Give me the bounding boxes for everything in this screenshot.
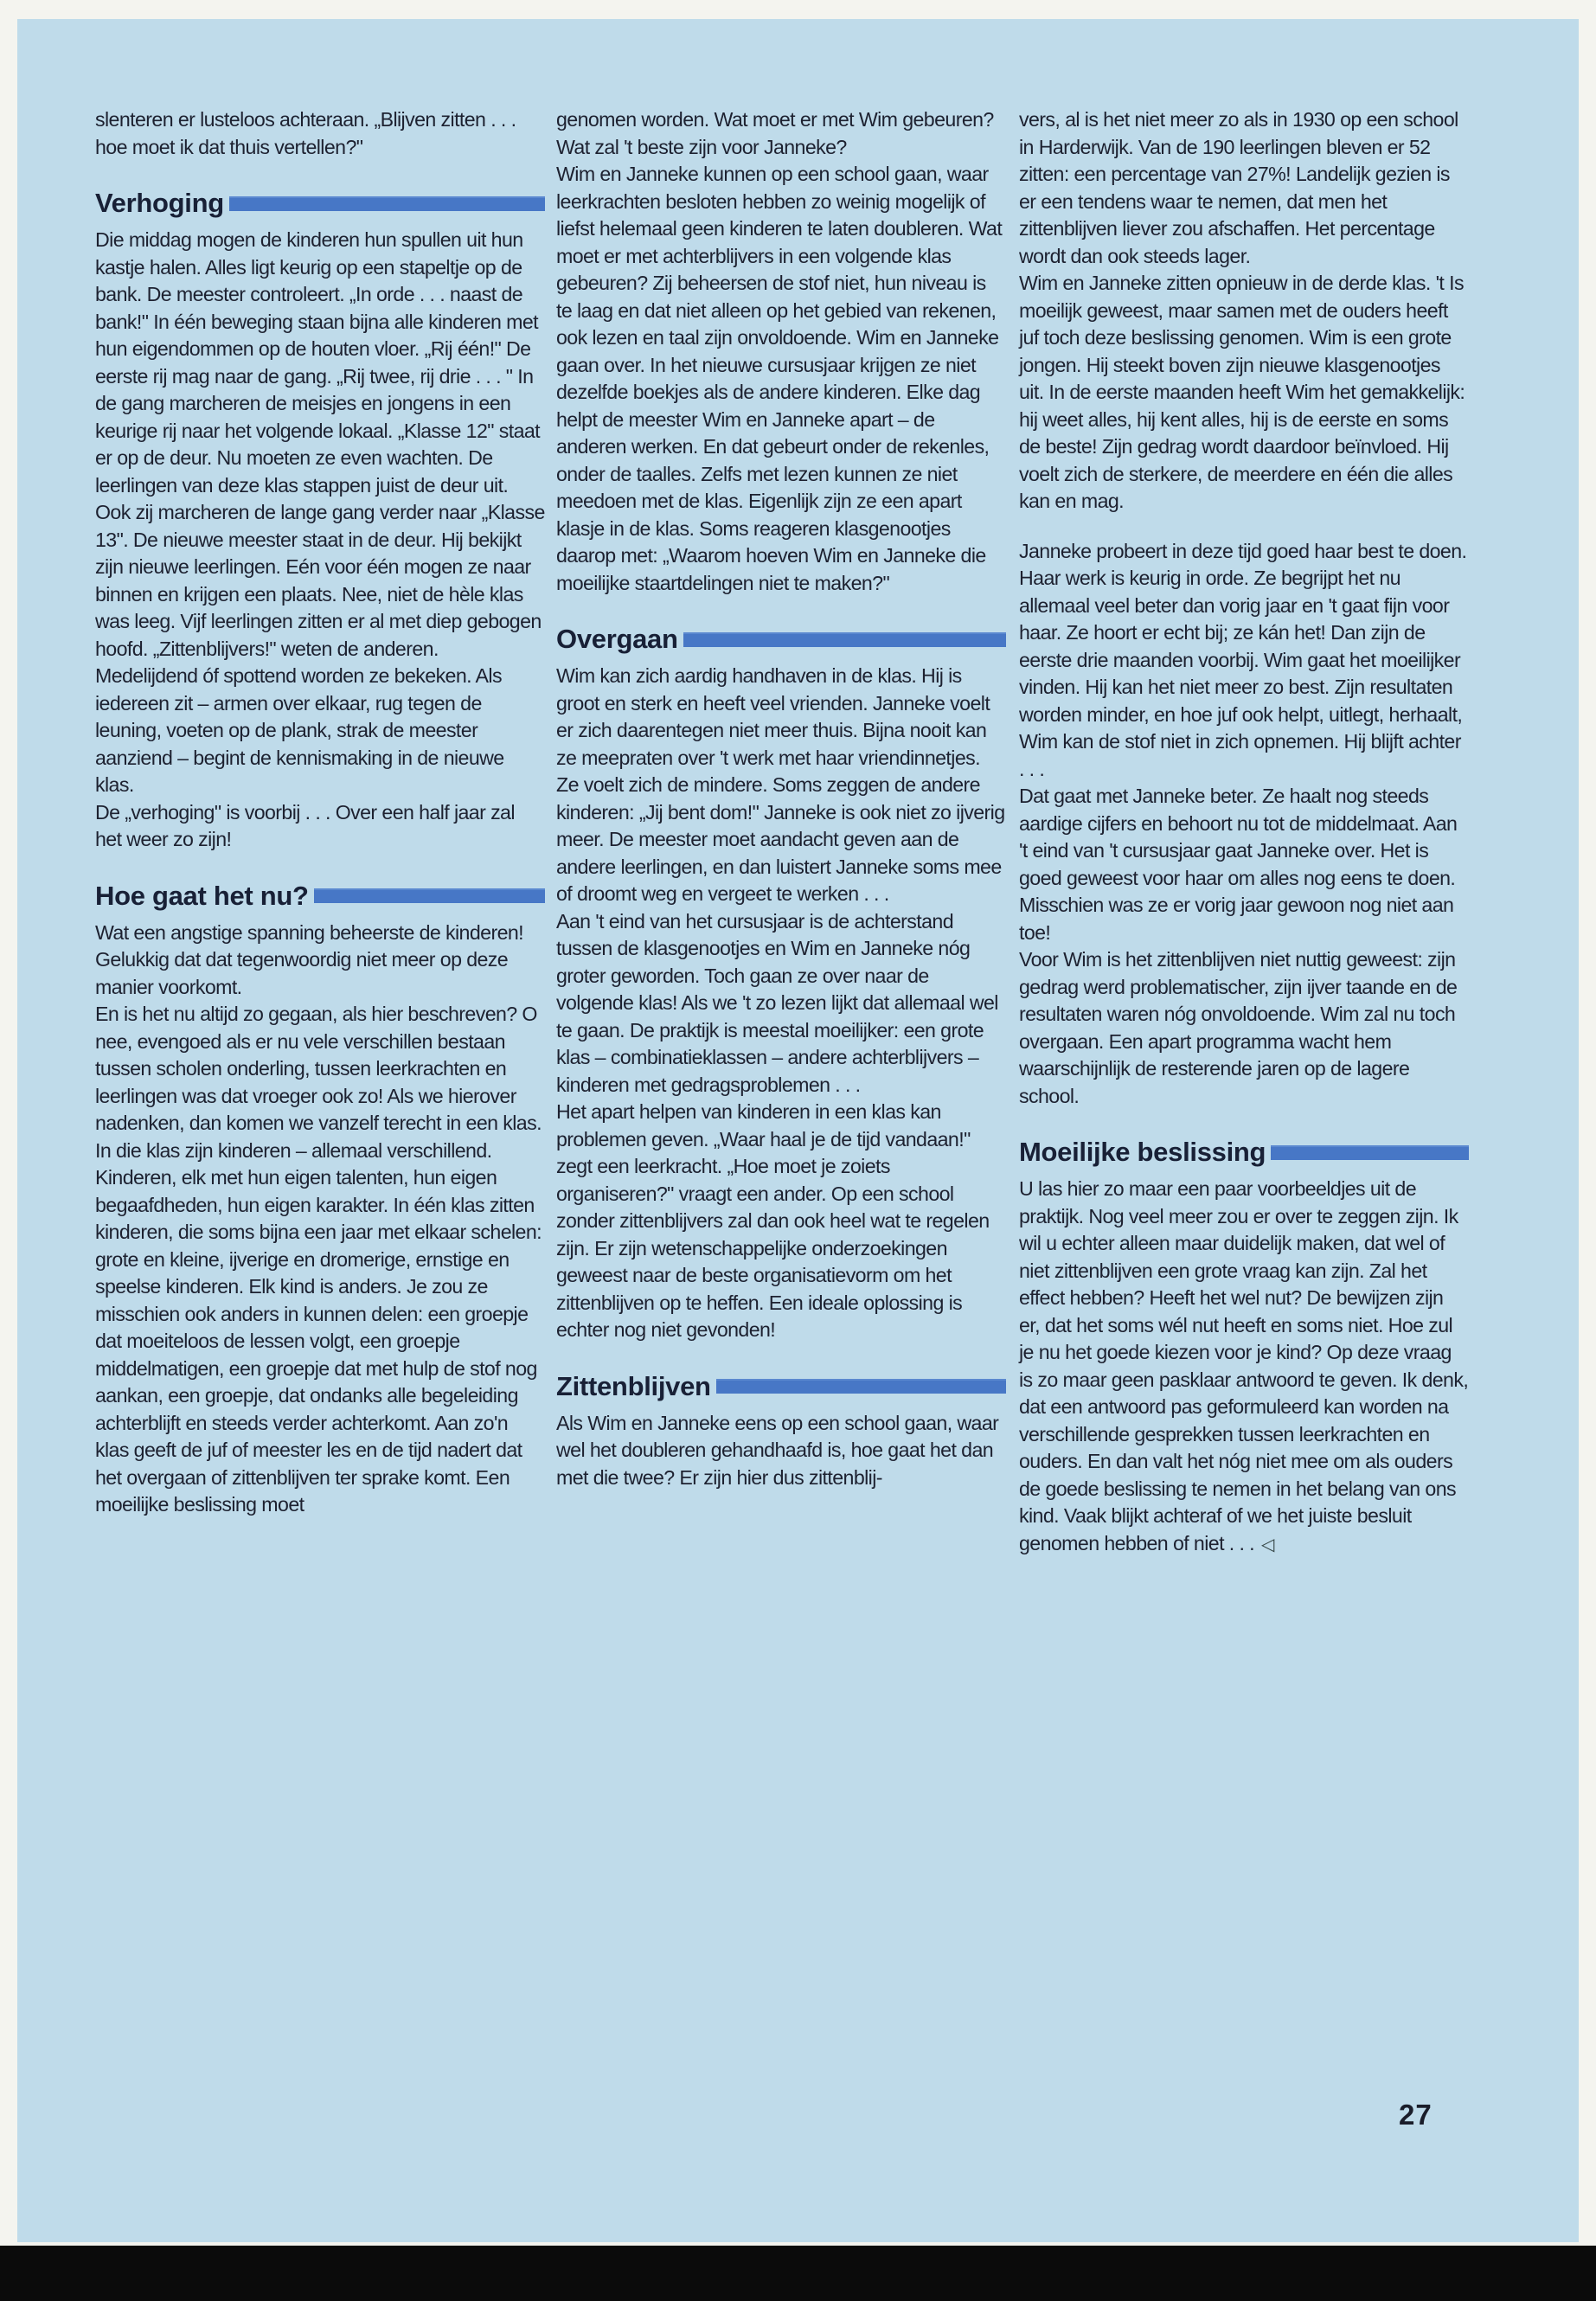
paragraph: Het apart helpen van kinderen in een klas kan problemen geven. „Waar haal je de tijd vandaan!" zegt een leerkracht. „Hoe moet je zoiets organiseren?" vraagt een ander. Op een school zonder zittenblijvers zal dan ook heel wat te regelen zijn. Er zijn wetenschappelijke onderzoekingen geweest naar de beste organisatievorm om het zittenblijven op te heffen. Een ideale oplossing is echter nog niet gevonden!: [556, 1100, 990, 1341]
scan-border: [0, 2246, 1596, 2301]
column-2: [556, 106, 1006, 1491]
heading-text: Hoe gaat het nu?: [95, 880, 309, 911]
heading-text: Moeilijke beslissing: [1019, 1137, 1266, 1167]
paragraph: Janneke probeert in deze tijd goed haar best te doen. Haar werk is keurig in orde. Ze begrijpt het nu allemaal veel beter dan vorig jaar en 't gaat fijn voor haar. Ze hoort er echt bij; ze kán het! Dan zijn de eerste drie maanden voorbij. Wim gaat het moeilijker vinden. Hij kan het niet meer zo best. Zijn resultaten worden minder, en hoe juf ook helpt, uitlegt, herhaalt, Wim kan de stof niet in zich opnemen. Hij blijft achter . . .: [1019, 539, 1467, 780]
paragraph: slenteren er lusteloos achteraan. „Blijven zitten . . . hoe moet ik dat thuis vertellen?": [95, 108, 516, 158]
heading-zittenblijven: [556, 1370, 1006, 1403]
heading-text: Zittenblijven: [556, 1370, 711, 1401]
paragraph: Wim kan zich aardig handhaven in de klas. Hij is groot en sterk en heeft veel vrienden. Janneke voelt er zich daarentegen niet meer thuis. Bijna nooit kan ze meepraten over 't werk met haar vriendinnetjes. Ze voelt zich de mindere. Soms zeggen de andere kinderen: „Jij bent dom!" Janneke is ook niet zo ijverig meer. De meester moet aandacht geven aan de andere leerlingen, en dan luistert Janneke soms mee of droomt weg en vergeet te werken . . .: [556, 664, 1005, 905]
paragraph: Aan 't eind van het cursusjaar is de achterstand tussen de klasgenootjes en Wim en Janneke nóg groter geworden. Toch gaan ze over naar de volgende klas! Als we 't zo lezen lijkt dat allemaal wel te gaan. De praktijk is meestal moeilijker: een grote klas – combinatieklassen – andere achterblijvers – kinderen met gedragsproblemen . . .: [556, 909, 998, 1096]
paragraph: Wat een angstige spanning beheerste de kinderen! Gelukkig dat dat tegenwoordig niet meer op deze manier voorkomt.: [95, 920, 524, 998]
heading-bar: [683, 632, 1006, 647]
paragraph: vers, al is het niet meer zo als in 1930 op een school in Harderwijk. Van de 190 leerlingen bleven er 52 zitten: een percentage van 27%! Landelijk gezien is er een tendens waar te nemen, dat men het zittenblijven liever zou afschaffen. Het percentage wordt dan ook steeds lager.: [1019, 108, 1458, 267]
paragraph: Wim en Janneke kunnen op een school gaan, waar leerkrachten besloten hebben zo weinig mogelijk of liefst helemaal geen kinderen te laten doubleren. Wat moet er met achterblijvers in een volgende klas gebeuren? Zij beheersen de stof niet, hun niveau is te laag en dat niet alleen op het gebied van rekenen, ook lezen en taal zijn onvoldoende. Wim en Janneke gaan over. In het nieuwe cursusjaar krijgen ze niet dezelfde boekjes als de andere kinderen. Elke dag helpt de meester Wim en Janneke apart – de anderen werken. En dat gebeurt onder de rekenles, onder de taalles. Zelfs met lezen kunnen ze niet meedoen met de klas. Eigenlijk zijn ze een apart klasje in de klas. Soms reageren klasgenootjes daarop met: „Waarom hoeven Wim en Janneke die moeilijke staartdelingen niet te maken?": [556, 163, 1003, 594]
heading-text: Overgaan: [556, 624, 678, 654]
heading-hoe-gaat-het-nu: [95, 880, 545, 913]
paragraph: Als Wim en Janneke eens op een school gaan, waar wel het doubleren gehandhaafd is, hoe gaat het dan met die twee? Er zijn hier dus zittenblij-: [556, 1411, 999, 1489]
end-of-article-icon: ◁: [1260, 1535, 1274, 1554]
heading-moeilijke-beslissing: [1019, 1136, 1469, 1169]
heading-bar: [314, 888, 545, 903]
heading-bar: [229, 196, 545, 211]
heading-bar: [1271, 1145, 1469, 1160]
column-3: [1019, 106, 1469, 1559]
paragraph: Voor Wim is het zittenblijven niet nuttig geweest: zijn gedrag werd problematischer, zijn ijver taande en de resultaten waren nóg onvoldoende. Wim zal nu toch overgaan. Een apart programma wacht hem waarschijnlijk de resterende jaren op de lagere school.: [1019, 948, 1458, 1107]
heading-overgaan: [556, 623, 1006, 656]
heading-bar: [716, 1379, 1006, 1394]
paragraph-text: U las hier zo maar een paar voorbeeldjes uit de praktijk. Nog veel meer zou er over te zeggen zijn. Ik wil u echter alleen maar duidelijk maken, dat wel of niet zittenblijven een grote vraag kan zijn. Zal het effect hebben? Heeft het wel nut? De bewijzen zijn er, dat het soms wél nut heeft en soms niet. Hoe zul je nu het goede kiezen voor je kind? Op deze vraag is zo maar geen pasklaar antwoord te geven. Ik denk, dat een antwoord pas geformuleerd kan worden na verschillende gesprekken tussen leerkrachten en ouders. En dan valt het nóg niet mee om als ouders de goede beslissing te nemen in het belang van ons kind. Vaak blijkt achteraf of we het juiste besluit genomen hebben of niet . . .: [1019, 1177, 1469, 1554]
paragraph: De „verhoging" is voorbij . . . Over een half jaar zal het weer zo zijn!: [95, 800, 515, 850]
paragraph: Dat gaat met Janneke beter. Ze haalt nog steeds aardige cijfers en behoort nu tot de middelmaat. Aan 't eind van 't cursusjaar gaat Janneke over. Het is goed geweest voor haar om alles nog eens te doen. Misschien was ze er vorig jaar gewoon nog niet aan toe!: [1019, 785, 1458, 944]
paragraph: Wim en Janneke zitten opnieuw in de derde klas. 't Is moeilijk geweest, maar samen met de ouders heeft juf toch deze beslissing genomen. Wim is een grote jongen. Hij steekt boven zijn nieuwe klasgenootjes uit. In de eerste maanden heeft Wim het gemakkelijk: hij weet alles, hij kent alles, hij is de eerste en soms de beste! Zijn gedrag wordt daardoor beïnvloed. Hij voelt zich de sterkere, de meerdere en één die alles kan en mag.: [1019, 272, 1465, 512]
paragraph: genomen worden. Wat moet er met Wim gebeuren? Wat zal 't beste zijn voor Janneke?: [556, 108, 994, 158]
heading-verhoging: [95, 187, 545, 220]
page-number: 27: [1399, 2099, 1433, 2131]
paragraph: [1019, 1176, 1469, 1559]
heading-text: Verhoging: [95, 188, 224, 218]
column-1: [95, 106, 545, 1519]
paragraph: Die middag mogen de kinderen hun spullen uit hun kastje halen. Alles ligt keurig op een stapeltje op de bank. De meester controleert. „In orde . . . naast de bank!" In één beweging staan bijna alle kinderen met hun eigendommen op de houten vloer. „Rij één!" De eerste rij mag naar de gang. „Rij twee, rij drie . . . " In de gang marcheren de meisjes en jongens in een keurige rij naar het volgende lokaal. „Klasse 12" staat er op de deur. Nu moeten ze even wachten. De leerlingen van deze klas stappen juist de deur uit. Ook zij marcheren de lange gang verder naar „Klasse 13". De nieuwe meester staat in de deur. Hij bekijkt zijn nieuwe leerlingen. Eén voor één mogen ze naar binnen en krijgen een plaats. Nee, niet de hèle klas was leeg. Vijf leerlingen zitten er al met diep gebogen hoofd. „Zittenblijvers!" weten de anderen. Medelijdend óf spottend worden ze bekeken. Als iedereen zit – armen over elkaar, rug tegen de leuning, voeten op de plank, strak de meester aanziend – begint de kennismaking in de nieuwe klas.: [95, 228, 545, 796]
paragraph: En is het nu altijd zo gegaan, als hier beschreven? O nee, evengoed als er nu vele verschillen bestaan tussen scholen onderling, tussen leerkrachten en leerlingen was dat vroeger ook zo! Als we hierover nadenken, dan komen we vanzelf terecht in een klas. In die klas zijn kinderen – allemaal verschillend. Kinderen, elk met hun eigen talenten, hun eigen begaafdheden, hun eigen karakter. In één klas zitten kinderen, die soms bijna een jaar met elkaar schelen: grote en kleine, ijverige en dromerige, ernstige en speelse kinderen. Elk kind is anders. Je zou ze misschien ook anders in kunnen delen: een groepje dat moeiteloos de lessen volgt, een groepje middelmatigen, een groepje dat met hulp de stof nog aankan, een groepje, dat ondanks alle begeleiding achterblijft en steeds verder achterkomt. Aan zo'n klas geeft de juf of meester les en de tijd nadert dat het overgaan of zittenblijven ter sprake komt. Een moeilijke beslissing moet: [95, 1003, 542, 1516]
